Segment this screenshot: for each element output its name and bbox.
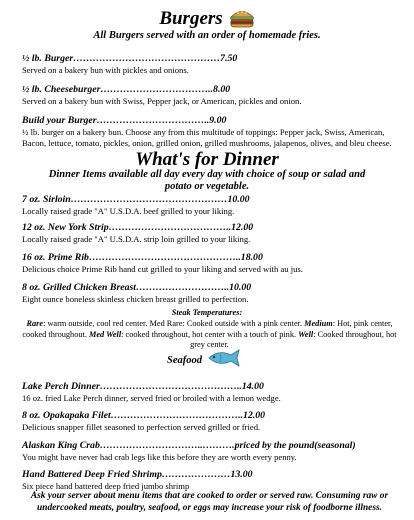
well-label: Well [298,329,314,339]
item-title: Lake Perch Dinner……………………………………..14.00 [22,381,264,392]
medium-text: : Hot, pink center, cooked throughout. [22,319,393,339]
medium-label: Medium [304,319,333,328]
list-item [22,115,397,148]
list-item [22,381,397,404]
well-text: : Cooked throughout, hot grey center. [190,329,397,349]
item-description: Served on a bakery bun with Swiss, Pepper jack, or American, pickles and onion. [22,96,302,106]
item-description: Served on a bakery bun with pickles and onions. [22,65,189,75]
item-description: Six piece hand battered deep fried jumbo shrimp [22,481,190,491]
item-description: You might have never had crab legs like this before they are worth every penny. [22,452,297,462]
item-description: ½ lb. burger on a bakery bun. Choose any from this multitude of toppings: Pepper jack, Swiss, American, Bacon, lettuce, tomato, pickles, onion, grilled onion, grilled mushrooms, jalapenos, olives, and bleu cheese. [22,127,392,148]
item-title: 7 oz. Sirloin…………………………………………10.00 [22,194,250,205]
list-item [22,440,397,463]
list-item [22,222,397,245]
item-title: Build your Burger……………………………..9.00 [22,115,227,126]
item-title: 12 oz. New York Strip………………………………..12.00 [22,222,254,233]
medwell-text: : cooked throughout, hot center with a touch of pink. [121,329,299,339]
item-description: 16 oz. fried Lake Perch dinner, served fried or broiled with a lemon wedge. [22,393,281,403]
dinner-subtitle: Dinner Items available all day every day with choice of soup or salad and potato or vegetable. [48,169,366,192]
item-title: 8 oz. Opakapaka Filet…………………………………..12.00 [22,410,266,421]
list-item [22,282,397,305]
seafood-title: Seafood [167,355,202,366]
list-item [22,469,397,492]
list-item [22,53,397,76]
burgers-title: Burgers [159,8,223,30]
list-item [22,252,397,275]
steak-temps-heading: Steak Temperatures: [171,308,243,317]
rare-text: : warm outside, cool red center. Med Rare: Cooked outside with a pink center. [43,319,305,328]
item-description: Delicious choice Prime Rib hand cut grilled to your liking and served with au jus. [22,264,303,274]
list-item [22,410,397,433]
rare-label: Rare [26,319,44,328]
item-title: Alaskan King Crab…………………………..……….priced by the pound(seasonal) [22,440,356,451]
item-description: Locally raised grade "A" U.S.D.A. beef grilled to your liking. [22,206,235,216]
item-title: ½ lb. Cheeseburger……………………………..8.00 [22,84,231,95]
item-description: Delicious snapper fillet seasoned to perfection served grilled or fried. [22,422,261,432]
seafood-header [167,349,257,372]
list-item [22,84,397,107]
list-item [22,194,397,217]
burgers-subtitle: All Burgers served with an order of homemade fries. [93,30,321,41]
item-title: 16 oz. Prime Rib………………………………………..18.00 [22,252,263,263]
item-title: Hand Battered Deep Fried Shrimp…………………13.00 [22,469,253,480]
item-description: Eight ounce boneless skinless chicken breast grilled to perfection. [22,294,249,304]
item-title: 8 oz. Grilled Chicken Breast………………………..10.00 [22,282,252,293]
food-safety-warning: Ask your server about menu items that are cooked to order or served raw. Consuming raw or undercooked meats, poultry, seafood, or eggs may increase your risk of foodborne illness. [30,491,389,513]
fish-icon [206,349,242,372]
steak-temps-text [22,319,397,351]
item-title: ½ lb. Burger………………………………………7.50 [22,53,238,64]
dinner-title: What's for Dinner [135,149,279,170]
medwell-label: Med Well [88,329,122,339]
item-description: Locally raised grade "A" U.S.D.A. strip loin grilled to your liking. [22,234,251,244]
